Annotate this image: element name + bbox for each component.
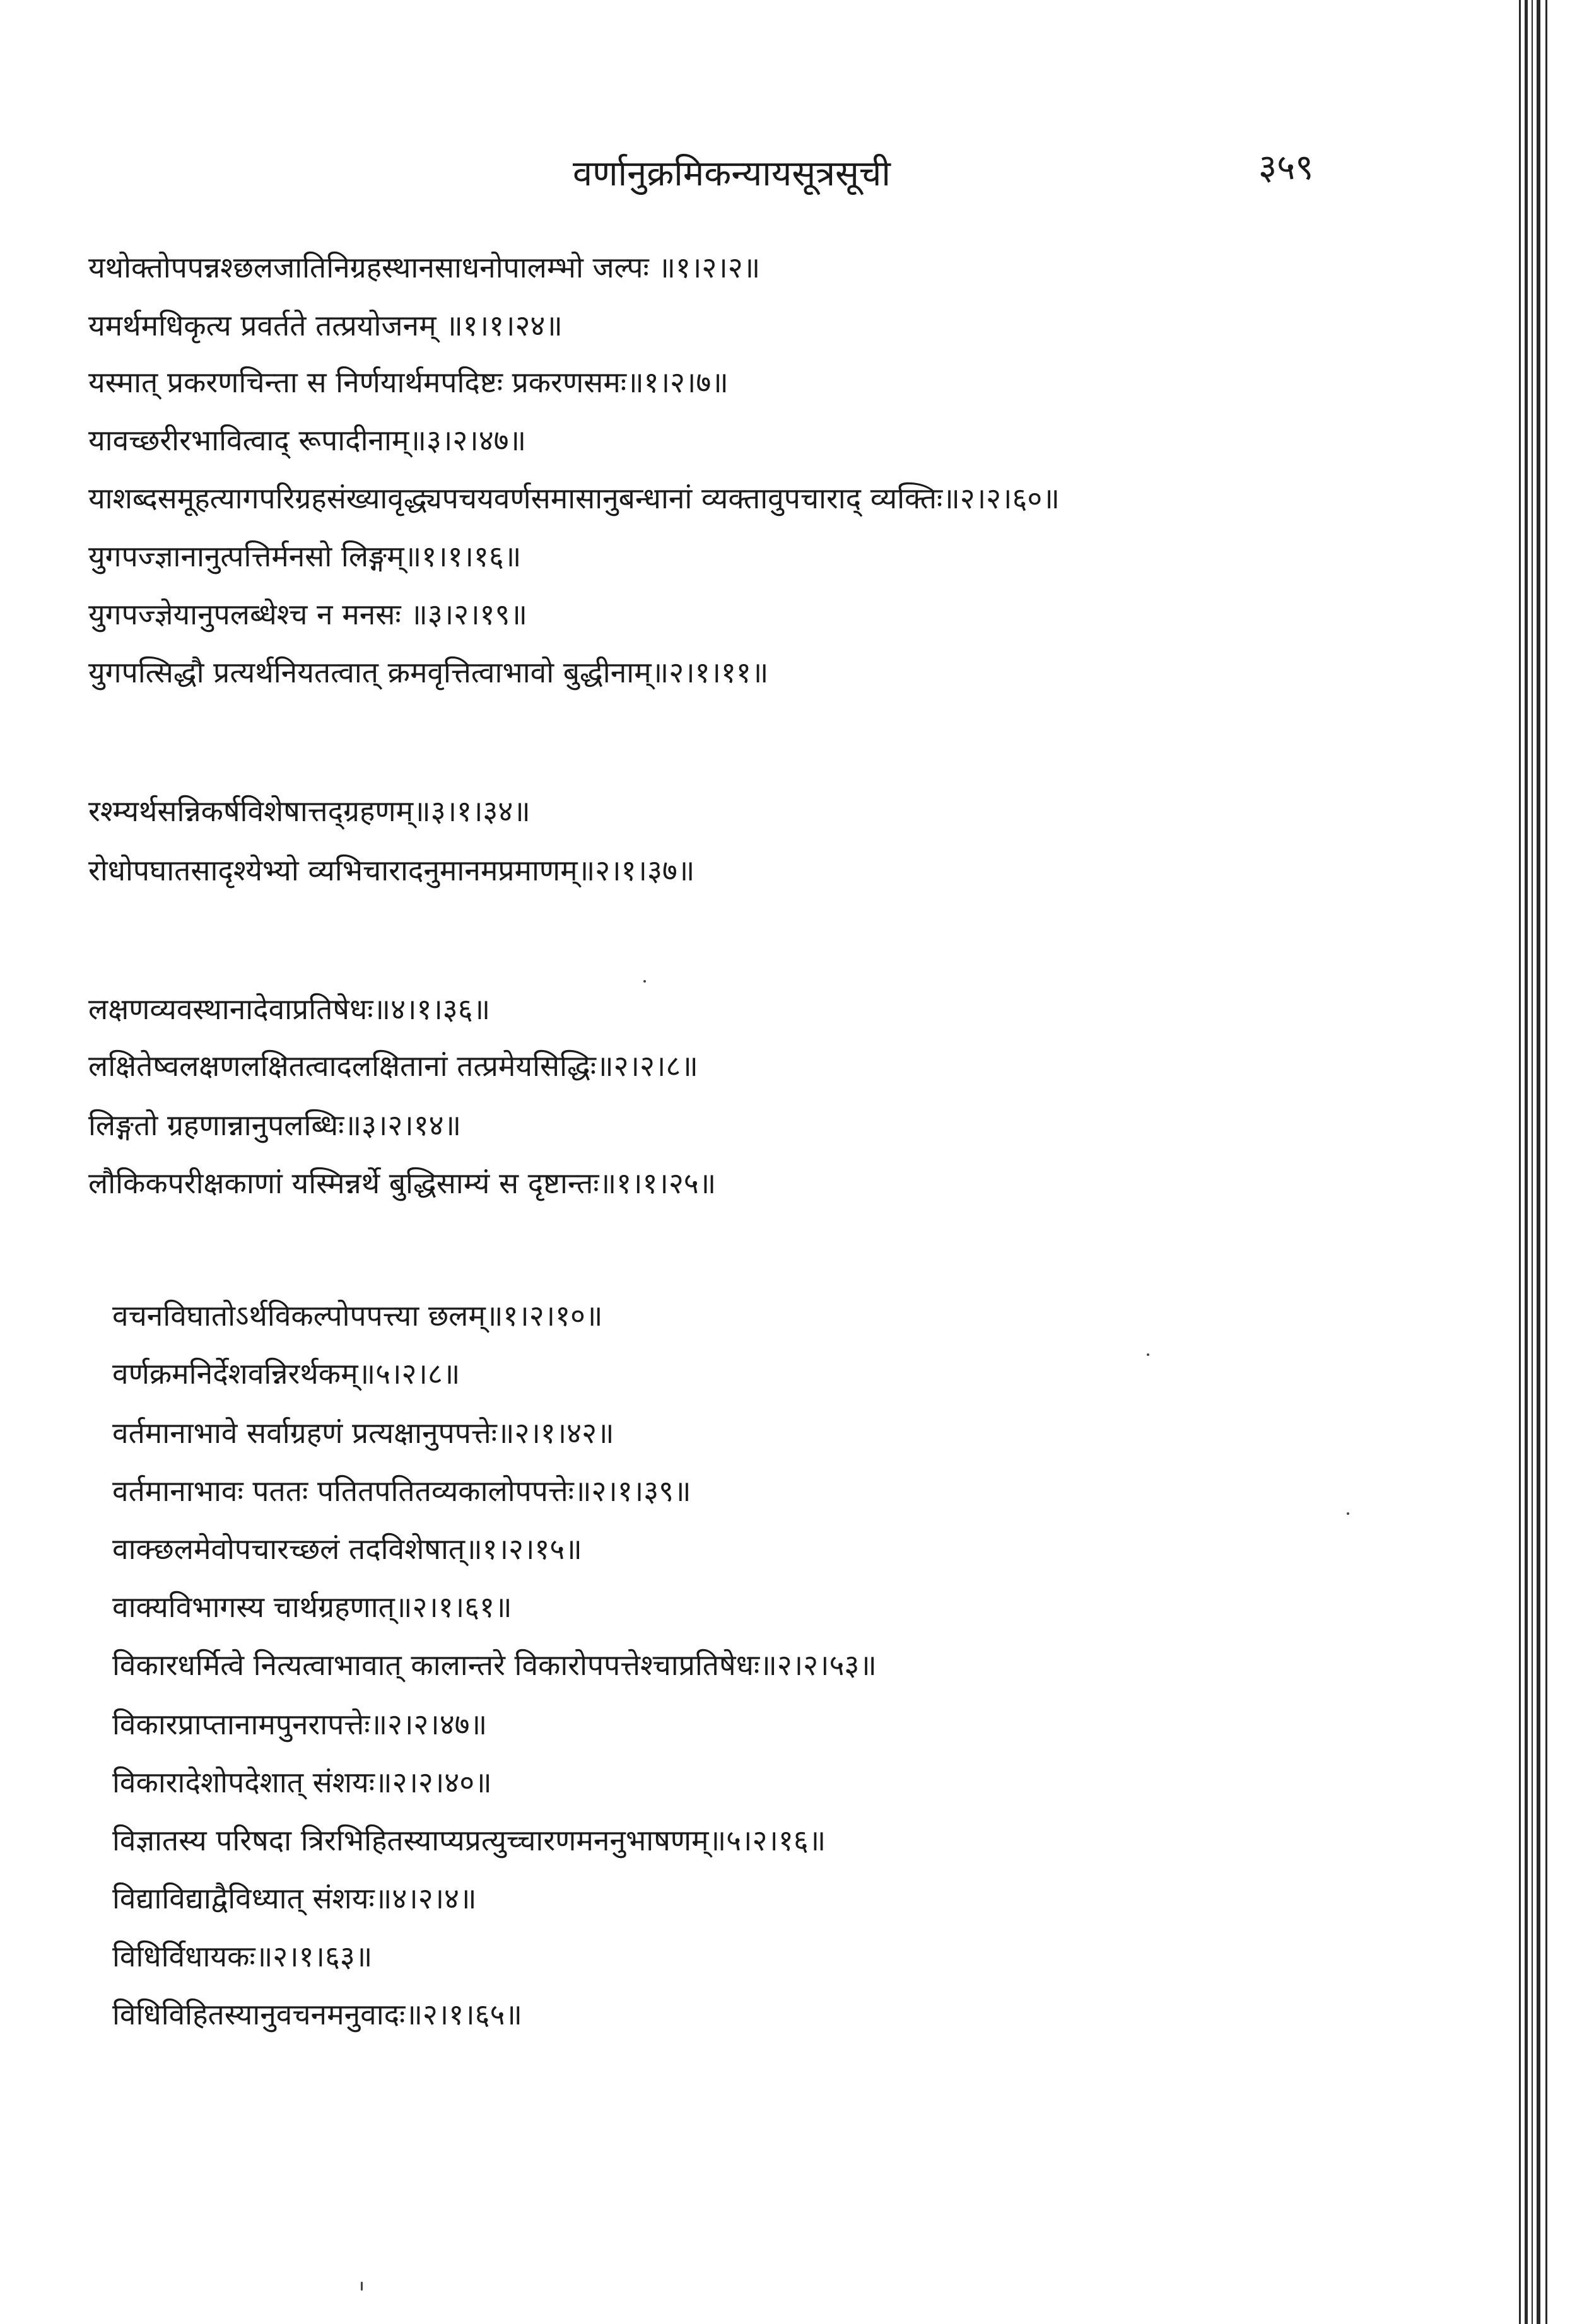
scan-speck xyxy=(643,980,646,983)
list-item: वचनविघातोऽर्थविकल्पोपपत्त्या छलम्॥१।२।१०॥ xyxy=(112,1299,603,1333)
list-item: विधिर्विधायकः॥२।१।६३॥ xyxy=(112,1939,373,1973)
list-item: लक्षणव्यवस्थानादेवाप्रतिषेधः॥४।१।३६॥ xyxy=(88,992,491,1026)
list-item: वर्णक्रमनिर्देशवन्निरर्थकम्॥५।२।८॥ xyxy=(112,1357,460,1391)
binding-edge xyxy=(1532,0,1533,2324)
scan-speck xyxy=(1147,1353,1149,1356)
scan-speck xyxy=(361,2282,363,2291)
list-item: याशब्दसमूहत्यागपरिग्रहसंख्यावृद्ध्यपचयवर्णसमासानुबन्धानां व्यक्तावुपचाराद् व्यक्तिः॥२।२।६०॥ xyxy=(88,481,1060,515)
list-item: विधिविहितस्यानुवचनमनुवादः॥२।१।६५॥ xyxy=(112,1997,522,2031)
binding-edge xyxy=(1545,0,1547,2324)
page-number: ३५९ xyxy=(1258,147,1314,188)
list-item: युगपज्ज्ञेयानुपलब्धेश्च न मनसः ॥३।२।१९॥ xyxy=(88,597,527,631)
list-item: युगपज्ज्ञानानुत्पत्तिर्मनसो लिङ्गम्॥१।१।१६॥ xyxy=(88,539,522,573)
list-item: रश्म्यर्थसन्निकर्षविशेषात्तद्ग्रहणम्॥३।१।३४॥ xyxy=(88,794,530,828)
list-item: विकारधर्मित्वे नित्यत्वाभावात् कालान्तरे विकारोपपत्तेश्चाप्रतिषेधः॥२।२।५३॥ xyxy=(112,1648,877,1682)
list-item: यथोक्तोपपन्नश्छलजातिनिग्रहस्थानसाधनोपालम्भो जल्पः ॥१।२।२॥ xyxy=(88,250,761,284)
list-item: लौकिकपरीक्षकाणां यस्मिन्नर्थे बुद्धिसाम्यं स दृष्टान्तः॥१।१।२५॥ xyxy=(88,1166,717,1200)
list-item: विद्याविद्याद्वैविध्यात् संशयः॥४।२।४॥ xyxy=(112,1881,477,1915)
scan-speck xyxy=(1347,1512,1349,1515)
list-item: विज्ञातस्य परिषदा त्रिरभिहितस्याप्यप्रत्युच्चारणमननुभाषणम्॥५।२।१६॥ xyxy=(112,1823,826,1857)
list-item: विकारादेशोपदेशात् संशयः॥२।२।४०॥ xyxy=(112,1765,492,1799)
list-item: यमर्थमधिकृत्य प्रवर्तते तत्प्रयोजनम् ॥१।१।२४॥ xyxy=(88,308,563,342)
list-item: वर्तमानाभावे सर्वाग्रहणं प्रत्यक्षानुपपत्तेः॥२।१।४२॥ xyxy=(112,1416,614,1450)
list-item: युगपत्सिद्धौ प्रत्यर्थनियतत्वात् क्रमवृत्तित्वाभावो बुद्धीनाम्॥२।१।११॥ xyxy=(88,655,769,689)
list-item: यस्मात् प्रकरणचिन्ता स निर्णयार्थमपदिष्टः प्रकरणसमः॥१।२।७॥ xyxy=(88,365,729,399)
list-item: लक्षितेष्वलक्षणलक्षितत्वादलक्षितानां तत्प्रमेयसिद्धिः॥२।२।८॥ xyxy=(88,1049,698,1083)
binding-edge xyxy=(1537,0,1540,2324)
list-item: लिङ्गतो ग्रहणान्नानुपलब्धिः॥३।२।१४॥ xyxy=(88,1108,462,1142)
binding-edge xyxy=(1525,0,1528,2324)
list-item: वर्तमानाभावः पततः पतितपतितव्यकालोपपत्तेः॥२।१।३९॥ xyxy=(112,1474,691,1508)
page-title: वर्णानुक्रमिकन्यायसूत्रसूची xyxy=(573,153,891,194)
list-item: विकारप्राप्तानामपुनरापत्तेः॥२।२।४७॥ xyxy=(112,1707,488,1741)
list-item: वाक्यविभागस्य चार्थग्रहणात्॥२।१।६१॥ xyxy=(112,1590,512,1624)
binding-edge xyxy=(1519,0,1521,2324)
list-item: वाक्छलमेवोपचारच्छलं तदविशेषात्॥१।२।१५॥ xyxy=(112,1532,582,1566)
list-item: रोधोपघातसादृश्येभ्यो व्यभिचारादनुमानमप्रमाणम्॥२।१।३७॥ xyxy=(88,853,695,887)
list-item: यावच्छरीरभावित्वाद् रूपादीनाम्॥३।२।४७॥ xyxy=(88,423,527,457)
